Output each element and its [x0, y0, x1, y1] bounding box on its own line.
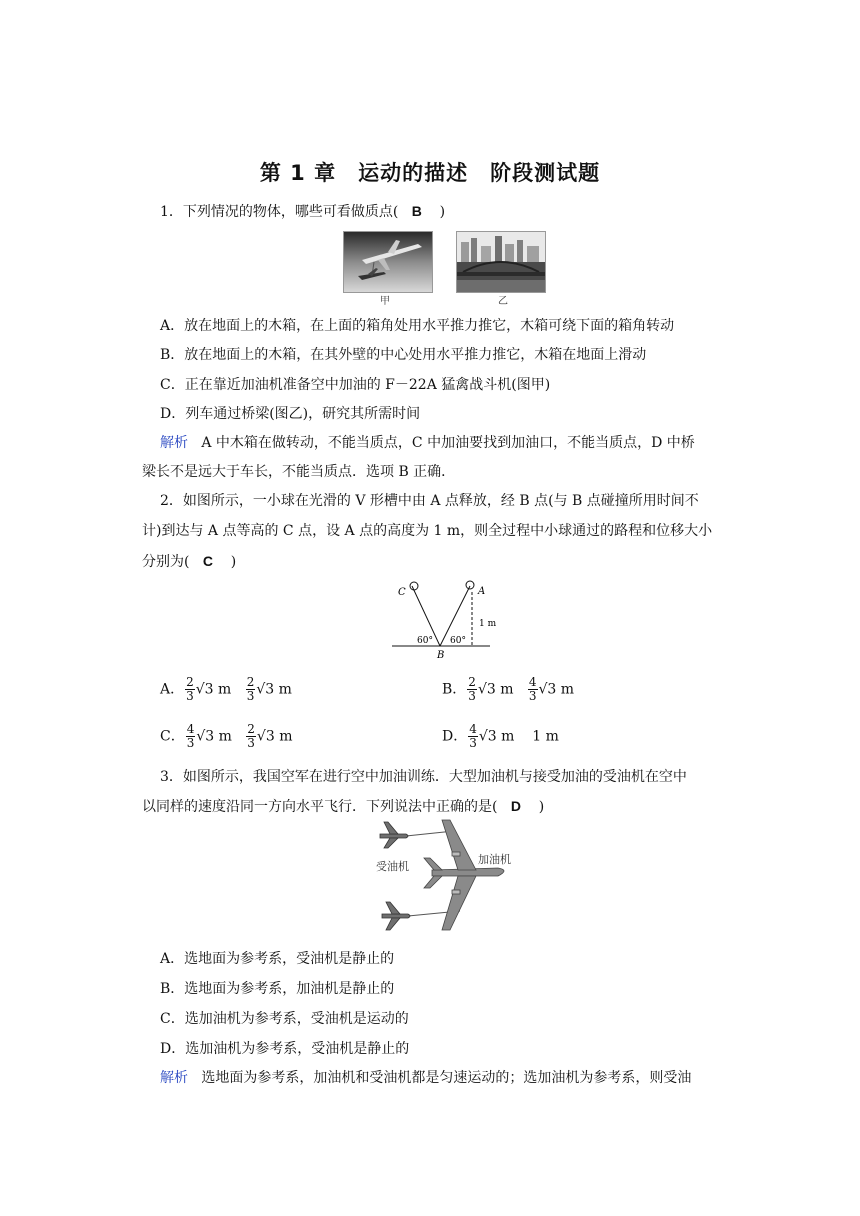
label-a: A	[478, 586, 486, 597]
q2-stem-line1: 2．如图所示，一小球在光滑的 V 形槽中由 A 点释放，经 B 点(与 B 点碰撞所用时间不	[160, 493, 699, 509]
q2-option-d: D． $\frac{4}{3}$ √3 m 1 m	[442, 722, 559, 750]
q1-analysis-cont: 梁长不是远大于车长，不能当质点．选项 B 正确．	[142, 464, 456, 480]
q1-answer: B	[411, 203, 422, 219]
q3-stem-line2: 以同样的速度沿同一方向水平飞行．下列说法中正确的是( D )	[142, 798, 545, 815]
label-angle-left: 60°	[417, 636, 433, 646]
q1-photo-jets	[343, 231, 433, 293]
q1-analysis-label: 解析	[160, 435, 188, 451]
q3-refuel-diagram	[372, 818, 532, 938]
label-angle-right: 60°	[450, 636, 466, 646]
ball-c	[410, 582, 418, 590]
label-b: B	[437, 650, 445, 660]
q2-option-c: C． $\frac{4}{3}$ √3 m $\frac{2}{3}$ √3 m	[160, 722, 293, 750]
q1-option-c: C．正在靠近加油机准备空中加油的 F－22A 猛禽战斗机(图甲)	[160, 377, 551, 393]
q2-v-groove-diagram	[390, 580, 500, 660]
q2-option-b: B． $\frac{2}{3}$ √3 m $\frac{4}{3}$ √3 m	[442, 675, 575, 703]
q3-option-b: B．选地面为参考系，加油机是静止的	[160, 981, 395, 997]
q1-option-b: B．放在地面上的木箱，在其外壁的中心处用水平推力推它，木箱在地面上滑动	[160, 347, 647, 363]
label-height: 1 m	[479, 619, 497, 629]
q3-stem-line1: 3．如图所示，我国空军在进行空中加油训练．大型加油机与接受加油的受油机在空中	[160, 769, 687, 785]
q2-stem-line2: 计)到达与 A 点等高的 C 点，设 A 点的高度为 1 m，则全过程中小球通过的路程和位移大小	[142, 523, 713, 539]
receiver-plane-top	[380, 822, 408, 848]
q1-option-a: A．放在地面上的木箱，在上面的箱角处用水平推力推它，木箱可绕下面的箱角转动	[160, 318, 675, 334]
q2-option-a: A． $\frac{2}{3}$ √3 m $\frac{2}{3}$ √3 m	[160, 675, 292, 703]
q1-stem: 1．下列情况的物体，哪些可看做质点( B )	[160, 203, 446, 220]
q3-option-d: D．选加油机为参考系，受油机是静止的	[160, 1041, 410, 1057]
q3-analysis: 解析 选地面为参考系，加油机和受油机都是匀速运动的；选加油机为参考系，则受油	[160, 1070, 692, 1086]
q2-stem-line3: 分别为( C )	[142, 553, 237, 570]
q1-photo-bridge	[456, 231, 546, 293]
receiver-plane-bottom	[382, 902, 410, 930]
page-title: 第 1 章 运动的描述 阶段测试题	[259, 161, 601, 185]
q1-caption-jia: 甲	[380, 296, 390, 307]
q1-analysis: 解析 A 中木箱在做转动，不能当质点，C 中加油要找到加油口，不能当质点，D 中桥	[160, 435, 695, 451]
q1-option-d: D．列车通过桥梁(图乙)，研究其所需时间	[160, 406, 421, 422]
q3-option-c: C．选加油机为参考系，受油机是运动的	[160, 1011, 409, 1027]
ball-a	[466, 581, 474, 589]
q3-analysis-label: 解析	[160, 1070, 188, 1086]
label-c: C	[398, 587, 406, 598]
label-receiver: 受油机	[376, 860, 409, 873]
q2-answer: C	[202, 553, 213, 569]
q1-caption-yi: 乙	[498, 296, 508, 307]
label-tanker: 加油机	[478, 853, 511, 866]
q3-answer: D	[510, 798, 521, 814]
q3-option-a: A．选地面为参考系，受油机是静止的	[160, 951, 395, 967]
